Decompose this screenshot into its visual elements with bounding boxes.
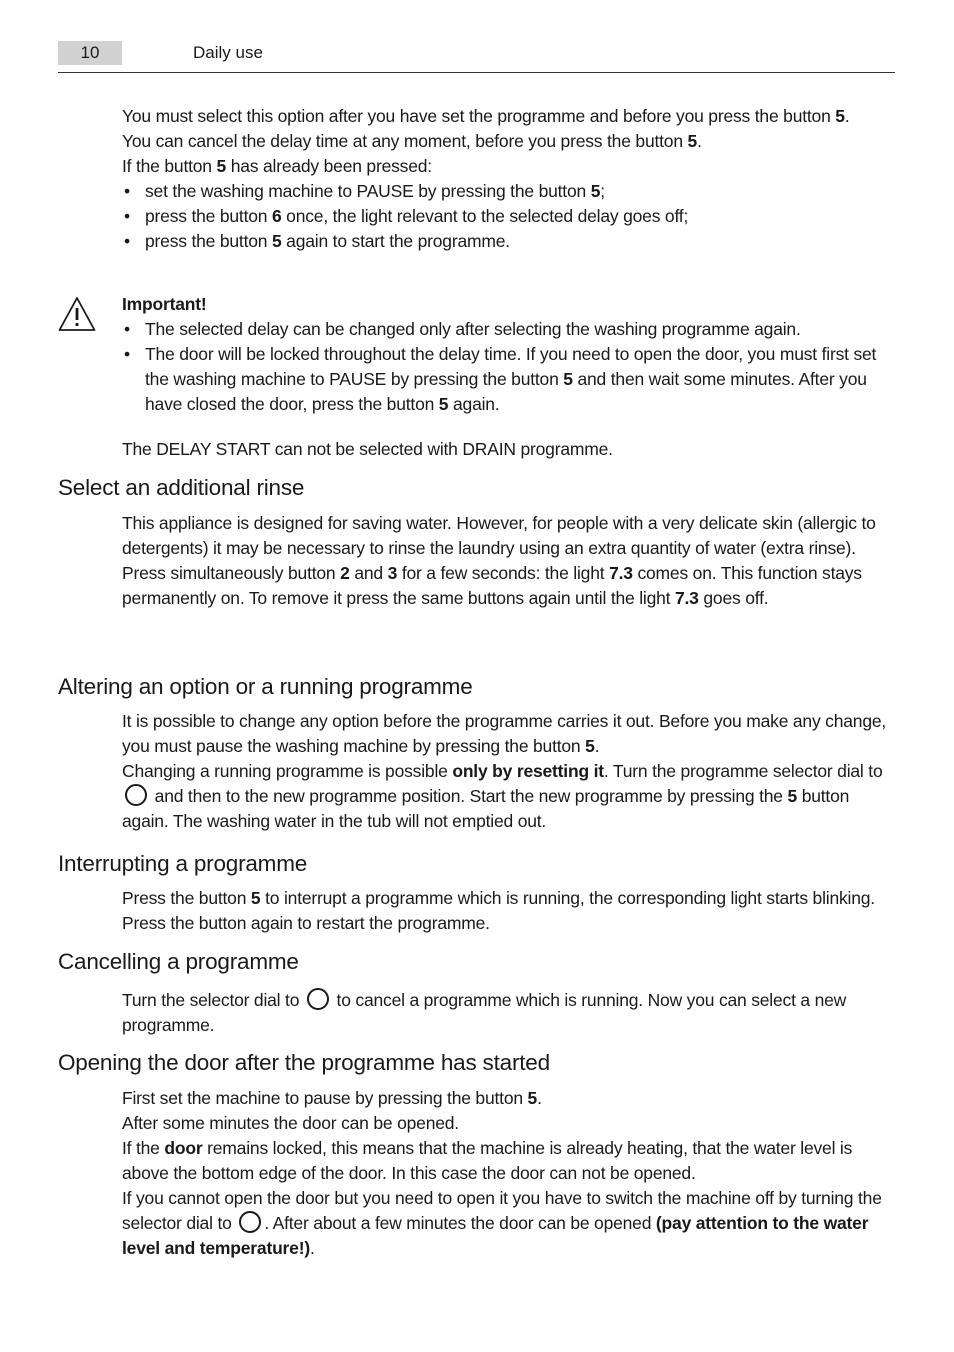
- list-item: • press the button 5 again to start the programme.: [122, 229, 894, 254]
- dial-off-position-icon: [125, 784, 147, 806]
- door-paragraph: If the door remains locked, this means that the machine is already heating, that the water level is above the bottom edge of the door. In this case the door can not be opened.: [122, 1138, 853, 1183]
- delay-start-text: [122, 104, 894, 254]
- warning-triangle-icon: [57, 295, 97, 333]
- section-heading-altering: Altering an option or a running programme: [58, 674, 473, 699]
- drain-note: The DELAY START can not be selected with DRAIN programme.: [122, 439, 613, 459]
- page-number: 10: [58, 41, 122, 65]
- rinse-paragraph: Press simultaneously button 2 and 3 for a few seconds: the light 7.3 comes on. This function stays permanently on. To remove it press the same buttons again until the light 7.3 goes off.: [122, 563, 862, 608]
- dial-off-position-icon: [239, 1211, 261, 1233]
- door-paragraph: If you cannot open the door but you need to open it you have to switch the machine off by turning the selector dial to . After about a few minutes the door can be opened (pay attention to the water level and temperature!).: [122, 1188, 882, 1258]
- section-heading-door: Opening the door after the programme has started: [58, 1050, 550, 1075]
- delay-paragraph: If the button 5 has already been pressed:: [122, 156, 432, 176]
- rinse-paragraph: This appliance is designed for saving water. However, for people with a very delicate skin (allergic to detergents) it may be necessary to rinse the laundry using an extra quantity of water (extra rinse).: [122, 513, 876, 558]
- door-paragraph: After some minutes the door can be opened.: [122, 1113, 459, 1133]
- list-item: • press the button 6 once, the light relevant to the selected delay goes off;: [122, 204, 894, 229]
- interrupt-paragraph: Press the button 5 to interrupt a programme which is running, the corresponding light starts blinking. Press the button again to restart the programme.: [122, 888, 875, 933]
- rinse-text: [122, 511, 894, 611]
- important-title: Important!: [122, 294, 207, 314]
- section-heading-cancel: Cancelling a programme: [58, 949, 299, 974]
- door-paragraph: First set the machine to pause by pressing the button 5.: [122, 1088, 542, 1108]
- delay-paragraph: You can cancel the delay time at any moment, before you press the button 5.: [122, 131, 702, 151]
- dial-off-position-icon: [307, 988, 329, 1010]
- section-heading-interrupt: Interrupting a programme: [58, 851, 308, 876]
- delay-paragraph: You must select this option after you have set the programme and before you press the button 5.: [122, 106, 850, 126]
- important-box: [122, 292, 894, 417]
- interrupt-text: [122, 886, 894, 936]
- altering-paragraph: Changing a running programme is possible only by resetting it. Turn the programme selector dial to and then to the new programme position. Start the new programme by pressing the 5 button again. The washing water in the tub will not emptied out.: [122, 761, 883, 831]
- altering-text: [122, 709, 894, 834]
- cancel-paragraph: Turn the selector dial to to cancel a programme which is running. Now you can select a new programme.: [122, 990, 847, 1035]
- door-text: [122, 1086, 894, 1261]
- cancel-text: [122, 988, 894, 1038]
- delay-steps-list: [122, 179, 894, 254]
- list-item: • set the washing machine to PAUSE by pressing the button 5;: [122, 179, 894, 204]
- important-list: [122, 317, 894, 417]
- page-header: [58, 40, 895, 73]
- section-title: Daily use: [193, 43, 263, 62]
- section-heading-rinse: Select an additional rinse: [58, 475, 305, 500]
- altering-paragraph: It is possible to change any option before the programme carries it out. Before you make any change, you must pause the washing machine by pressing the button 5.: [122, 711, 887, 756]
- list-item: • The selected delay can be changed only after selecting the washing programme again.: [122, 317, 894, 342]
- list-item: • The door will be locked throughout the delay time. If you need to open the door, you must first set the washing machine to PAUSE by pressing the button 5 and then wait some minutes. After you have closed the door, press the button 5 again.: [122, 342, 894, 417]
